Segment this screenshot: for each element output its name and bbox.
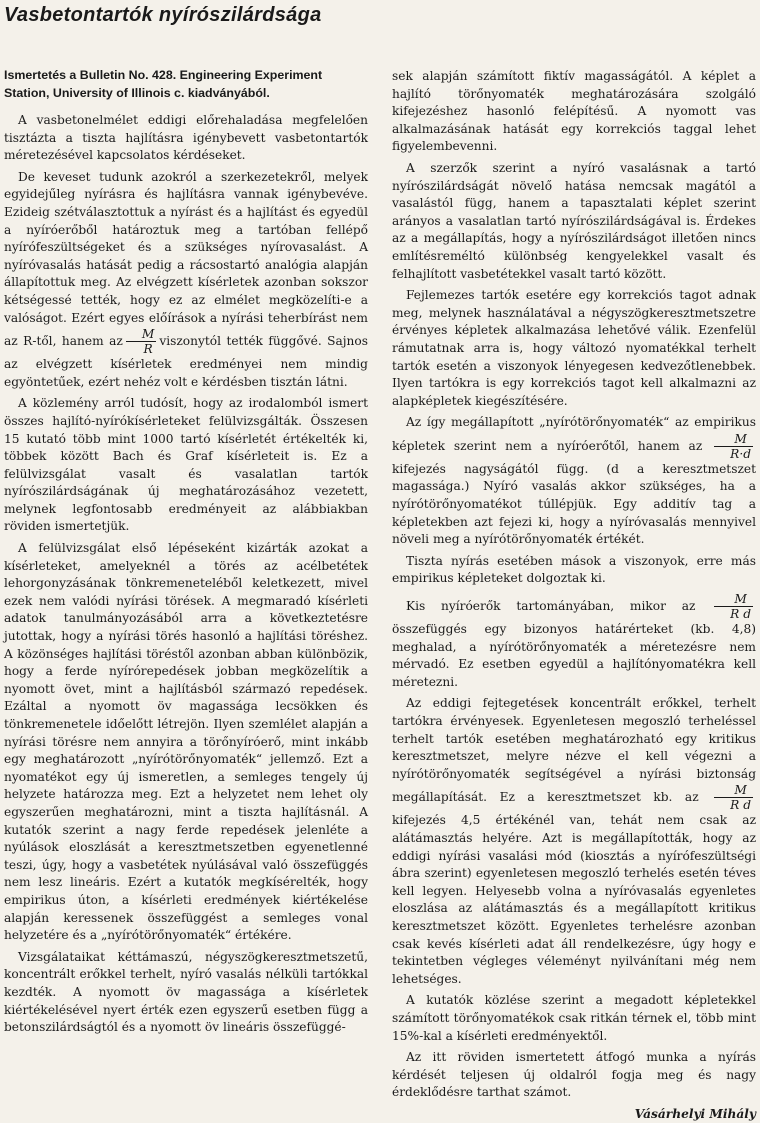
fraction-denominator: R d bbox=[730, 798, 751, 813]
paragraph: Az itt röviden ismertetett átfogó munka a nyírás kérdését teljesen új oldalról fogja meg és nagy érdeklődésre tarthat számot. bbox=[392, 1050, 756, 1100]
fraction-m-over-rd bbox=[714, 432, 753, 461]
fraction-numerator: M bbox=[714, 783, 753, 798]
paragraph: sek alapján számított fiktív magasságától. A képlet a hajlító törőnyomaték meghatározására szolgáló kifejezéshez hasonló felépítésű. A nyomott vas alkalmazásának hatását egy korrekciós taggal lehet figyelembevenni. bbox=[392, 69, 756, 154]
fraction-denominator: R d bbox=[730, 607, 752, 622]
paragraph-text: De keveset tudunk azokról a szerkezetekről, melyek egyidejűleg nyírásra és hajlításra vannak igénybevéve. Ezideig szétválasztottuk a nyírást és a hajlítást és egyedül a nyíróerőből határoztuk meg a tartóban fellépő nyírófeszültségeket és a szükséges nyírovasalást. A nyíróvasalás hatását pedig a rácsostartó analógia alapján állapítottuk meg. Az elvégzett kísérletek azonban sokszor kétségessé tették, hogy ez az elmélet megközelíti-e a valóságot. Ezért egyes előírások a nyírási teherbírást nem az R-től, hanem az bbox=[4, 169, 368, 349]
paragraph bbox=[392, 414, 756, 549]
article-title: Vasbetontartók nyírószilárdsága bbox=[4, 4, 322, 26]
author-signature: Vásárhelyi Mihály bbox=[634, 1106, 756, 1121]
fraction-m-over-rd bbox=[714, 783, 753, 812]
paragraph: A felülvizsgálat első lépéseként kizárták azokat a kísérleteket, amelyeknél a törés az acélbetétek lehorgonyzásának tönkremeneteléből keletkezett, mivel ezek nem valódi nyírási törések. A megmaradó kísérleti adatok tanulmányozásából arra a következtetésre jutottak, hogy a nyírási törés hasonló a hajlítási töréshez. A közönséges hajlítási töréstől azonban abban különbözik, hogy a ferde nyírórepedések jobban megközelítik a nyomott övet, mint a hajlításból származó repedések. Ezáltal a nyomott öv magassága lecsökken és tönkremenetele időelőtt létrejön. Ilyen szemlélet alapján a nyírási törésre nem annyira a törőnyíróerő, mint inkább egy meghatározott „nyírótörőnyomaték“ jellemző. Ezt a nyomatékot egy új ismeretlen, a semleges tengely új helyzete határozza meg. Ezt a helyzetet nem lehet oly egyszerűen meghatározni, mint a tiszta hajlításnál. A kutatók szerint a nagy ferde repedések jelenléte a nyúlások eloszlását a keresztmetszetben egyenetlenné teszi, úgy, hogy a vasbetétek nyúlásával való összefüggés nem lesz lineáris. Ezért a kutatók megkísérelték, hogy empirikus úton, a kísérleti eredmények kiértékelése alapján keressenek összefüggést a semleges vonal helyzetére és a „nyírótörőnyomaték“ értékére. bbox=[4, 541, 368, 943]
paragraph: A kutatók közlése szerint a megadott képletekkel számított törőnyomatékok csak ritkán térnek el, több mint 15%-kal a kísérleti eredményektől. bbox=[392, 993, 756, 1043]
paragraph bbox=[4, 169, 368, 392]
paragraph-text: Az így megállapított „nyírótörőnyomaték“ az empirikus képletek szerint nem a nyíróerőtől, hanem az bbox=[392, 415, 756, 453]
fraction-denominator: R·d bbox=[730, 446, 752, 461]
paragraph-text: kifejezés nagyságától függ. (d a keresztmetszet magassága.) Nyíró vasalás akkor szükséges, ha a nyírótörőnyomatékot túllépjük. Egy additív tag a képletekben azt fejezi ki, hogy a nyíróvasalás mennyivel növeli meg a nyírótörőnyomaték értékét. bbox=[392, 461, 756, 547]
paragraph: A közlemény arról tudósít, hogy az irodalomból ismert összes hajlító-nyírókísérleteket felülvizsgálták. Összesen 15 kutató több mint 1000 tartó kísérletét értékelték ki, többek között Bach és Graf kísérleteit is. Ez a felülvizsgálat vasalt és vasalatlan tartók nyírószilárdságának új meghatározásához vezetett, melynek legfontosabb eredményeit az alábbiakban röviden ismertetjük. bbox=[4, 396, 368, 534]
left-column bbox=[4, 66, 368, 1041]
paragraph: Tiszta nyírás esetében mások a viszonyok, erre más empirikus képleteket dolgoztak ki. bbox=[392, 553, 756, 586]
fraction-m-over-rd bbox=[714, 592, 753, 621]
paragraph-text: összefüggés egy bizonyos határérteket (kb. 4,8) meghalad, a nyírótörőnyomaték a méretezésre nem mérvadó. Ez esetben egyedül a hajlítónyomatékra kell méretezni. bbox=[392, 622, 756, 689]
paragraph bbox=[392, 695, 756, 988]
paragraph bbox=[392, 592, 756, 691]
paragraph-text: Az eddigi fejtegetések koncentrált erőkkel, terhelt tartókra érvényesek. Egyenletesen megoszló terheléssel terhelt tartók esetében meghatározható egy kritikus keresztmetszet, melyre nézve el kell végezni a nyírótörőnyomaték segítségével a nyírási biztonság megállapítását. Ez a keresztmetszet kb. az bbox=[392, 696, 756, 805]
fraction-numerator: M bbox=[714, 592, 753, 607]
paragraph-text: kifejezés 4,5 értékénél van, tehát nem csak az alátámasztás helyére. Azt is megállapították, hogy az eddigi nyírási vasalási mód (kiosztás a nyírófeszültségi ábra szerint) egyenletesen megoszló terhelés esetén téves kell legyen. Helyesebb volna a nyíróvasalás egyenletes eloszlása az alátámasztás és a megállapított kritikus keresztmetszet között. Egyenletes terhelésre azonban csak kevés kísérleti adat áll rendelkezésre, úgy hogy e tekintetben végleges véleményt nyilvánítani még nem lehetséges. bbox=[392, 813, 756, 986]
source-note: Ismertetés a Bulletin No. 428. Engineering Experiment Station, University of Illinois c. kiadványából. bbox=[4, 68, 323, 100]
paragraph: Vizsgálataikat kéttámaszú, négyszögkeresztmetszetű, koncentrált erőkkel terhelt, nyíró vasalás nélküli tartókkal kezdték. A nyomott öv magassága a kísérletek kiértékelésével nyert érték ezen egyszerű esetben függ a betonszilárdságtól és a nyomott öv lineáris összefüggé- bbox=[4, 949, 368, 1035]
fraction-denominator: R bbox=[143, 342, 153, 357]
paragraph: Fejlemezes tartók esetére egy korrekciós tagot adnak meg, melynek használatával a négyszögkeresztmetszetre érvényes képletek alkalmazása lehetővé válik. Ezenfelül rámutatnak arra is, hogy változó nyomatékkal terhelt tartók esetén a viszonyok lényegesen kedvezőtlenebbek. Ilyen tartókra is egy korrekciós tagot kell alkalmazni az alapképletek kiegészítésére. bbox=[392, 288, 756, 408]
paragraph-text: viszonytól tették függővé. Sajnos az elvégzett kísérletek eredményei nem mindig egyöntetűek, ezért nehéz volt e kérdésben tisztán látni. bbox=[4, 334, 368, 389]
right-column bbox=[392, 68, 756, 1123]
fraction-numerator: M bbox=[126, 327, 156, 342]
fraction-m-over-r bbox=[126, 327, 156, 356]
paragraph-text: Kis nyíróerők tartományában, mikor az bbox=[406, 599, 696, 614]
fraction-numerator: M bbox=[714, 432, 753, 447]
paragraph: A vasbetonelmélet eddigi előrehaladása megfelelően tisztázta a tiszta hajlításra igénybevett vasbetontartók méretezésével kapcsolatos kérdéseket. bbox=[4, 113, 368, 163]
paragraph: A szerzők szerint a nyíró vasalásnak a tartó nyírószilárdságát növelő hatása nemcsak magától a vasalástól függ, hanem a tapasztalati képlet szerint arányos a vasalatlan tartó nyírószilárdságával is. Érdekes az a megállapítás, hogy a nyírószilárdságot illetően nincs említésreméltó különbség kengyelekkel vasalt és felhajlított vasbetétekkel vasalt tartó között. bbox=[392, 160, 756, 281]
